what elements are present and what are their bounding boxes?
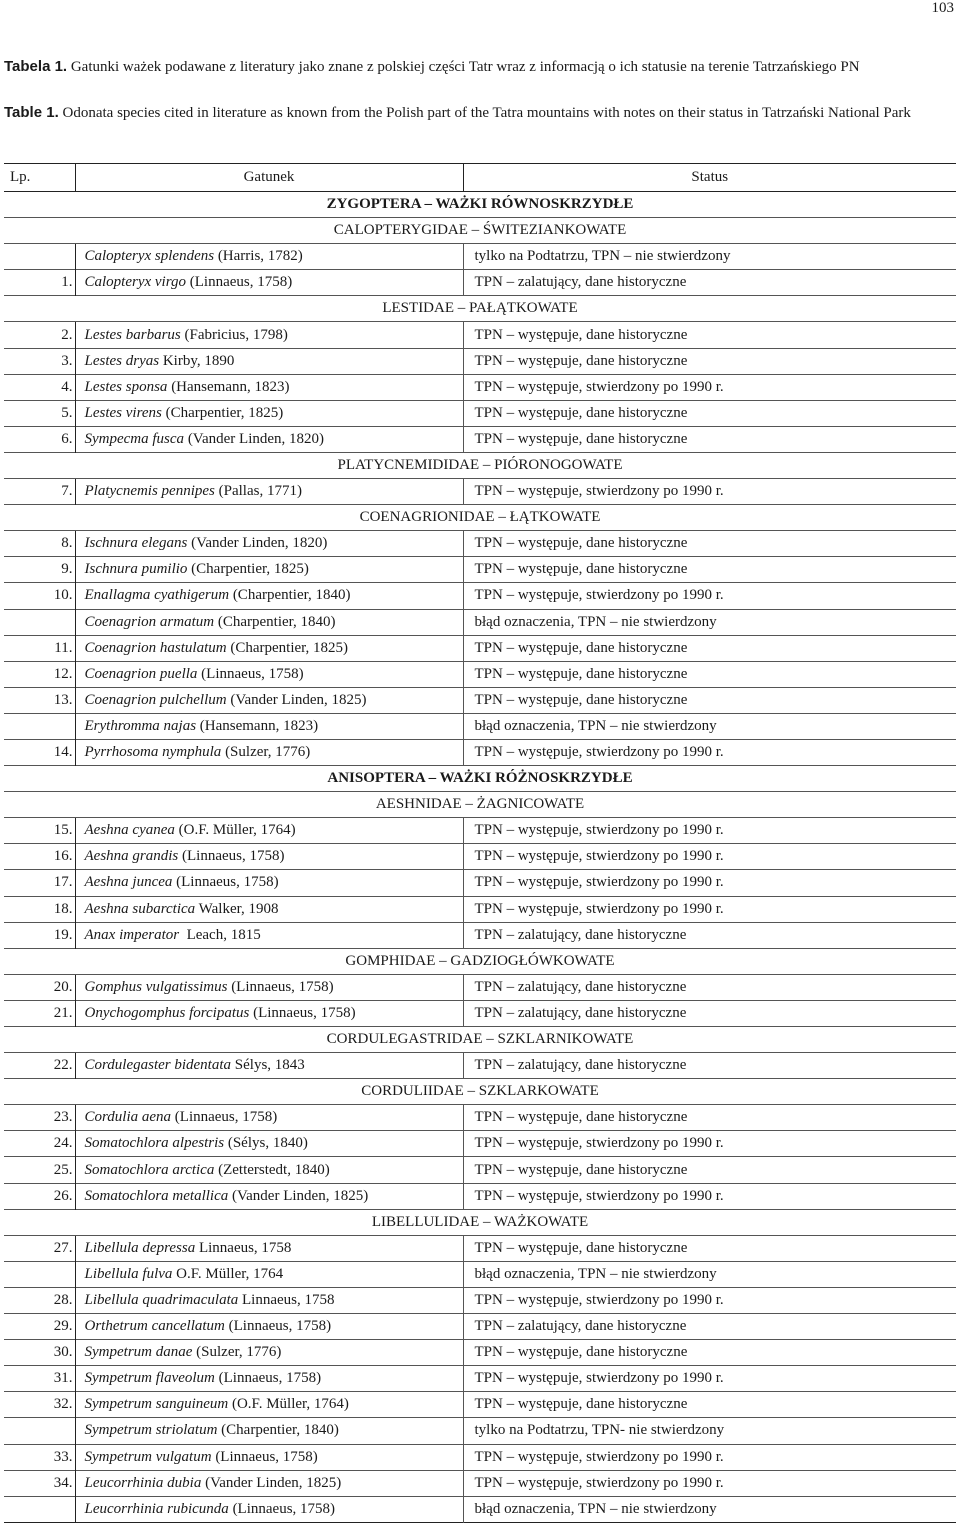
species-author: (Charpentier, 1840) (217, 1422, 339, 1439)
species-author: (O.F. Müller, 1764) (174, 822, 296, 839)
species-name: Somatochlora alpestris (84, 1135, 225, 1152)
species-name: Platycnemis pennipes (84, 483, 215, 500)
table-row (4, 1131, 956, 1157)
species-name: Aeshna grandis (84, 848, 179, 865)
species-cell (75, 374, 463, 400)
species-author: (Sulzer, 1776) (221, 744, 311, 761)
species-name: Pyrrhosoma nymphula (84, 744, 222, 761)
family-heading: LIBELLULIDAE – WAŻKOWATE (4, 1209, 956, 1235)
species-author: (Linnaeus, 1758) (228, 1500, 336, 1517)
species-cell (75, 1105, 463, 1131)
species-author: (Hansemann, 1823) (196, 717, 319, 734)
species-name: Libellula depressa (84, 1239, 196, 1256)
row-number: 33. (4, 1444, 75, 1470)
status-cell: TPN – zalatujący, dane historyczne (474, 1057, 687, 1074)
row-number: 6. (4, 426, 75, 452)
row-number: 23. (4, 1105, 75, 1131)
row-number: 31. (4, 1366, 75, 1392)
status-cell: TPN – występuje, stwierdzony po 1990 r. (474, 1135, 724, 1152)
status-cell: TPN – występuje, stwierdzony po 1990 r. (474, 848, 724, 865)
species-cell (75, 1366, 463, 1392)
species-cell (75, 479, 463, 505)
species-name: Sympetrum flaveolum (84, 1370, 215, 1387)
species-cell (75, 1261, 463, 1287)
species-author: Kirby, 1890 (159, 352, 235, 369)
table-row (4, 818, 956, 844)
status-cell: TPN – występuje, dane historyczne (474, 404, 688, 421)
family-heading: AESHNIDAE – ŻAGNICOWATE (4, 792, 956, 818)
row-number: 1. (4, 270, 75, 296)
species-cell (75, 270, 463, 296)
species-name: Gomphus vulgatissimus (84, 978, 228, 995)
table-row (4, 1287, 956, 1313)
species-name: Libellula fulva (84, 1265, 173, 1282)
species-cell (75, 1418, 463, 1444)
species-author: (Linnaeus, 1758) (214, 1370, 322, 1387)
status-cell: TPN – występuje, dane historyczne (474, 1396, 688, 1413)
row-number: 2. (4, 322, 75, 348)
table-row (4, 974, 956, 1000)
row-number: 19. (4, 922, 75, 948)
table-row (4, 687, 956, 713)
family-heading-row (4, 452, 956, 478)
caption-polish-label: Tabela 1. (4, 58, 68, 75)
species-name: Ischnura pumilio (84, 561, 188, 578)
family-heading-row (4, 1027, 956, 1053)
species-name: Somatochlora arctica (84, 1161, 215, 1178)
row-number (4, 1496, 75, 1522)
species-cell (75, 661, 463, 687)
status-cell: błąd oznaczenia, TPN – nie stwierdzony (474, 613, 717, 630)
species-cell (75, 1314, 463, 1340)
species-cell (75, 609, 463, 635)
status-cell: TPN – zalatujący, dane historyczne (474, 274, 687, 291)
species-name: Aeshna cyanea (84, 822, 175, 839)
table-row (4, 244, 956, 270)
species-author: (Pallas, 1771) (214, 483, 302, 500)
caption-english-text: Odonata species cited in literature as known from the Polish part of the Tatra mountains with notes on their status in Tatrzański National Park (62, 105, 911, 121)
table-body (4, 192, 956, 1523)
species-name: Calopteryx splendens (84, 248, 215, 265)
status-cell: TPN – występuje, dane historyczne (474, 1239, 688, 1256)
status-cell: TPN – zalatujący, dane historyczne (474, 1004, 687, 1021)
species-author: (Linnaeus, 1758) (249, 1004, 356, 1021)
family-heading-row (4, 792, 956, 818)
status-cell: TPN – występuje, stwierdzony po 1990 r. (474, 1291, 724, 1308)
species-name: Coenagrion puella (84, 665, 198, 682)
species-author: (Hansemann, 1823) (167, 378, 290, 395)
species-cell (75, 1131, 463, 1157)
species-name: Cordulegaster bidentata (84, 1057, 232, 1074)
species-name: Sympecma fusca (84, 430, 185, 447)
species-author: (Sulzer, 1776) (192, 1344, 282, 1361)
species-cell (75, 348, 463, 374)
table-row (4, 739, 956, 765)
table-row (4, 661, 956, 687)
species-name: Onychogomphus forcipatus (84, 1004, 250, 1021)
row-number: 16. (4, 844, 75, 870)
table-row (4, 1392, 956, 1418)
status-cell: TPN – występuje, dane historyczne (474, 535, 688, 552)
status-cell: błąd oznaczenia, TPN – nie stwierdzony (474, 1265, 717, 1282)
table-row (4, 1496, 956, 1522)
species-cell (75, 844, 463, 870)
status-cell: TPN – zalatujący, dane historyczne (474, 1318, 687, 1335)
row-number: 11. (4, 635, 75, 661)
species-name: Somatochlora metallica (84, 1187, 229, 1204)
species-author: Leach, 1815 (179, 926, 261, 943)
species-author: (Charpentier, 1840) (229, 587, 351, 604)
row-number: 25. (4, 1157, 75, 1183)
status-cell: TPN – występuje, stwierdzony po 1990 r. (474, 822, 724, 839)
header-lp: Lp. (4, 164, 75, 192)
species-name: Aeshna juncea (84, 874, 173, 891)
table-row (4, 1470, 956, 1496)
species-cell (75, 1183, 463, 1209)
table-row (4, 400, 956, 426)
row-number: 28. (4, 1287, 75, 1313)
row-number: 30. (4, 1340, 75, 1366)
species-name: Sympetrum vulgatum (84, 1448, 212, 1465)
species-cell (75, 426, 463, 452)
table-row (4, 1053, 956, 1079)
family-heading: CORDULIIDAE – SZKLARKOWATE (4, 1079, 956, 1105)
family-heading: LESTIDAE – PAŁĄTKOWATE (4, 296, 956, 322)
table-row (4, 1235, 956, 1261)
row-number (4, 609, 75, 635)
species-author: (Sélys, 1840) (224, 1135, 308, 1152)
table-row (4, 322, 956, 348)
table-row (4, 479, 956, 505)
species-cell (75, 870, 463, 896)
species-author: (Charpentier, 1825) (226, 639, 349, 656)
row-number: 29. (4, 1314, 75, 1340)
family-heading-row (4, 1209, 956, 1235)
caption-english-label: Table 1. (4, 104, 59, 121)
row-number: 9. (4, 557, 75, 583)
species-name: Sympetrum danae (84, 1344, 193, 1361)
species-author: (Vander Linden, 1825) (201, 1474, 342, 1491)
status-cell: TPN – zalatujący, dane historyczne (474, 926, 687, 943)
status-cell: TPN – występuje, dane historyczne (474, 561, 688, 578)
table-row (4, 1157, 956, 1183)
family-heading-row (4, 505, 956, 531)
status-cell: TPN – występuje, stwierdzony po 1990 r. (474, 1370, 724, 1387)
table-row (4, 557, 956, 583)
row-number: 26. (4, 1183, 75, 1209)
species-author: (Linnaeus, 1758) (171, 1109, 278, 1126)
family-heading-row (4, 218, 956, 244)
species-name: Enallagma cyathigerum (84, 587, 230, 604)
table-row (4, 348, 956, 374)
row-number: 22. (4, 1053, 75, 1079)
species-cell (75, 400, 463, 426)
status-cell: TPN – występuje, stwierdzony po 1990 r. (474, 1474, 724, 1491)
species-cell (75, 739, 463, 765)
row-number (4, 244, 75, 270)
row-number: 5. (4, 400, 75, 426)
row-number: 13. (4, 687, 75, 713)
row-number: 21. (4, 1000, 75, 1026)
caption-polish-text: Gatunki ważek podawane z literatury jako znane z polskiej części Tatr wraz z informacją o ich statusie na terenie Tatrzańskiego PN (70, 59, 860, 75)
species-author: (Linnaeus, 1758) (211, 1448, 318, 1465)
species-name: Sympetrum sanguineum (84, 1396, 229, 1413)
table-header-row (4, 164, 956, 192)
family-heading-row (4, 296, 956, 322)
species-author: (Vander Linden, 1825) (226, 691, 367, 708)
status-cell: TPN – występuje, stwierdzony po 1990 r. (474, 900, 724, 917)
species-name: Coenagrion armatum (84, 613, 215, 630)
species-author: (Vander Linden, 1820) (187, 535, 328, 552)
species-name: Lestes sponsa (84, 378, 168, 395)
species-cell (75, 687, 463, 713)
table-row (4, 635, 956, 661)
species-author: (Charpentier, 1825) (161, 404, 284, 421)
caption-polish (4, 56, 956, 78)
species-author: (Linnaeus, 1758) (172, 874, 279, 891)
species-name: Aeshna subarctica (84, 900, 196, 917)
row-number: 7. (4, 479, 75, 505)
status-cell: TPN – występuje, dane historyczne (474, 1344, 688, 1361)
order-heading-row (4, 766, 956, 792)
row-number: 10. (4, 583, 75, 609)
species-author: Linnaeus, 1758 (195, 1239, 292, 1256)
species-cell (75, 974, 463, 1000)
table-row (4, 531, 956, 557)
status-cell: błąd oznaczenia, TPN – nie stwierdzony (474, 1500, 717, 1517)
species-name: Lestes dryas (84, 352, 160, 369)
table-row (4, 1261, 956, 1287)
status-cell: TPN – zalatujący, dane historyczne (474, 978, 687, 995)
table-row (4, 713, 956, 739)
species-author: (Vander Linden, 1825) (228, 1187, 369, 1204)
table-row (4, 922, 956, 948)
caption-english (4, 102, 956, 124)
species-name: Leucorrhinia rubicunda (84, 1500, 229, 1517)
table-row (4, 1366, 956, 1392)
row-number: 20. (4, 974, 75, 1000)
species-cell (75, 1470, 463, 1496)
table-row (4, 896, 956, 922)
species-cell (75, 896, 463, 922)
row-number: 3. (4, 348, 75, 374)
species-name: Orthetrum cancellatum (84, 1318, 225, 1335)
row-number: 4. (4, 374, 75, 400)
status-cell: TPN – występuje, dane historyczne (474, 639, 688, 656)
table-row (4, 270, 956, 296)
table-row (4, 583, 956, 609)
species-author: (Fabricius, 1798) (180, 326, 288, 343)
family-heading: PLATYCNEMIDIDAE – PIÓRONOGOWATE (4, 452, 956, 478)
species-table (4, 163, 956, 1523)
species-author: (Linnaeus, 1758) (227, 978, 334, 995)
species-cell (75, 635, 463, 661)
row-number: 24. (4, 1131, 75, 1157)
status-cell: tylko na Podtatrzu, TPN – nie stwierdzony (474, 248, 731, 265)
species-author: (Vander Linden, 1820) (184, 430, 325, 447)
status-cell: TPN – występuje, stwierdzony po 1990 r. (474, 744, 724, 761)
family-heading: COENAGRIONIDAE – ŁĄTKOWATE (4, 505, 956, 531)
status-cell: TPN – występuje, dane historyczne (474, 326, 688, 343)
table-row (4, 870, 956, 896)
species-name: Ischnura elegans (84, 535, 188, 552)
status-cell: TPN – występuje, stwierdzony po 1990 r. (474, 483, 724, 500)
family-heading: CALOPTERYGIDAE – ŚWITEZIANKOWATE (4, 218, 956, 244)
species-cell (75, 1157, 463, 1183)
family-heading: CORDULEGASTRIDAE – SZKLARNIKOWATE (4, 1027, 956, 1053)
row-number (4, 1418, 75, 1444)
family-heading-row (4, 1079, 956, 1105)
order-heading-row (4, 192, 956, 218)
status-cell: TPN – występuje, dane historyczne (474, 691, 688, 708)
species-cell (75, 1496, 463, 1522)
species-author: (Zetterstedt, 1840) (214, 1161, 330, 1178)
status-cell: TPN – występuje, dane historyczne (474, 1109, 688, 1126)
species-cell (75, 322, 463, 348)
species-name: Lestes barbarus (84, 326, 181, 343)
species-cell (75, 1340, 463, 1366)
status-cell: TPN – występuje, dane historyczne (474, 430, 688, 447)
status-cell: TPN – występuje, stwierdzony po 1990 r. (474, 874, 724, 891)
species-name: Libellula quadrimaculata (84, 1291, 239, 1308)
species-cell (75, 557, 463, 583)
order-heading: ANISOPTERA – WAŻKI RÓŻNOSKRZYDŁE (4, 766, 956, 792)
species-name: Sympetrum striolatum (84, 1422, 218, 1439)
header-status: Status (691, 169, 729, 185)
status-cell: błąd oznaczenia, TPN – nie stwierdzony (474, 717, 717, 734)
row-number: 34. (4, 1470, 75, 1496)
species-author: (Charpentier, 1825) (187, 561, 309, 578)
species-cell (75, 1287, 463, 1313)
species-cell (75, 1444, 463, 1470)
table-row (4, 1183, 956, 1209)
species-author: O.F. Müller, 1764 (172, 1265, 284, 1282)
species-cell (75, 1235, 463, 1261)
species-cell (75, 1392, 463, 1418)
row-number: 12. (4, 661, 75, 687)
status-cell: TPN – występuje, stwierdzony po 1990 r. (474, 587, 724, 604)
header-species: Gatunek (75, 164, 463, 192)
species-author: Linnaeus, 1758 (238, 1291, 335, 1308)
species-name: Cordulia aena (84, 1109, 172, 1126)
row-number: 8. (4, 531, 75, 557)
table-row (4, 1444, 956, 1470)
row-number (4, 1261, 75, 1287)
species-name: Lestes virens (84, 404, 162, 421)
species-author: Sélys, 1843 (231, 1057, 305, 1074)
family-heading-row (4, 948, 956, 974)
species-author: (Charpentier, 1840) (214, 613, 336, 630)
species-author: (Linnaeus, 1758) (186, 274, 293, 291)
row-number: 18. (4, 896, 75, 922)
table-row (4, 1340, 956, 1366)
species-cell (75, 1000, 463, 1026)
species-author: Walker, 1908 (195, 900, 279, 917)
row-number (4, 713, 75, 739)
status-cell: TPN – występuje, dane historyczne (474, 1161, 688, 1178)
species-author: (Harris, 1782) (214, 248, 303, 265)
species-author: (O.F. Müller, 1764) (228, 1396, 349, 1413)
species-cell (75, 1053, 463, 1079)
species-cell (75, 531, 463, 557)
status-cell: TPN – występuje, dane historyczne (474, 665, 688, 682)
status-cell: TPN – występuje, dane historyczne (474, 352, 688, 369)
species-name: Leucorrhinia dubia (84, 1474, 202, 1491)
table-row (4, 1418, 956, 1444)
species-name: Coenagrion hastulatum (84, 639, 227, 656)
table-row (4, 374, 956, 400)
species-name: Calopteryx virgo (84, 274, 187, 291)
species-name: Erythromma najas (84, 717, 197, 734)
species-cell (75, 713, 463, 739)
species-name: Anax imperator (84, 926, 180, 943)
row-number: 27. (4, 1235, 75, 1261)
species-cell (75, 244, 463, 270)
table-row (4, 609, 956, 635)
species-author: (Linnaeus, 1758) (178, 848, 285, 865)
species-cell (75, 922, 463, 948)
status-cell: tylko na Podtatrzu, TPN- nie stwierdzony (474, 1422, 725, 1439)
species-name: Coenagrion pulchellum (84, 691, 227, 708)
species-author: (Linnaeus, 1758) (197, 665, 304, 682)
species-cell (75, 583, 463, 609)
status-cell: TPN – występuje, stwierdzony po 1990 r. (474, 1448, 724, 1465)
species-author: (Linnaeus, 1758) (224, 1318, 332, 1335)
table-row (4, 1000, 956, 1026)
table-row (4, 426, 956, 452)
table-row (4, 1105, 956, 1131)
row-number: 32. (4, 1392, 75, 1418)
status-cell: TPN – występuje, stwierdzony po 1990 r. (474, 378, 724, 395)
row-number: 14. (4, 739, 75, 765)
order-heading: ZYGOPTERA – WAŻKI RÓWNOSKRZYDŁE (4, 192, 956, 218)
page-number: 103 (931, 0, 954, 16)
table-row (4, 1314, 956, 1340)
family-heading: GOMPHIDAE – GADZIOGŁÓWKOWATE (4, 948, 956, 974)
species-cell (75, 818, 463, 844)
row-number: 15. (4, 818, 75, 844)
row-number: 17. (4, 870, 75, 896)
table-row (4, 844, 956, 870)
status-cell: TPN – występuje, stwierdzony po 1990 r. (474, 1187, 724, 1204)
